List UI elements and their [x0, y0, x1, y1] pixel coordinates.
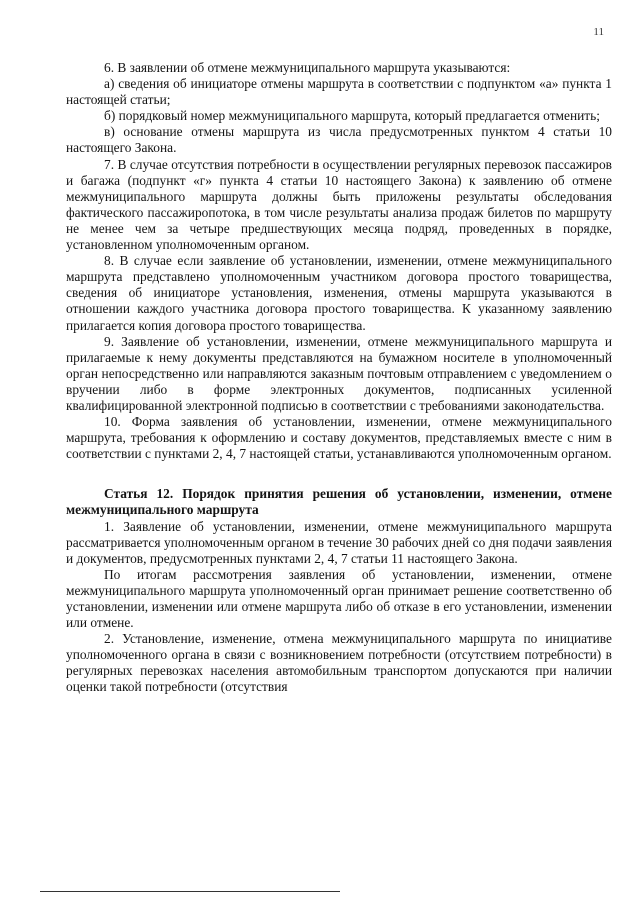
paragraph-9: 9. Заявление об установлении, изменении, отмене межмуниципального маршрута и прилагаемые к нему документы представляются на бумажном носителе в уполномоченный орган непосредственно или направляются заказным почтовым отправлением с уведомлением о вручении либо в форме электронных документов, подписанных усиленной квалифицированной электронной подписью в соответствии с требованиями законодательства. — [66, 333, 612, 413]
paragraph-6a: а) сведения об инициаторе отмены маршрута в соответствии с подпунктом «а» пункта 1 настоящей статьи; — [66, 76, 612, 108]
article-12-heading: Статья 12. Порядок принятия решения об установлении, изменении, отмене межмуниципального маршрута — [66, 486, 612, 518]
document-body — [66, 60, 612, 696]
paragraph-6: 6. В заявлении об отмене межмуниципального маршрута указываются: — [104, 60, 511, 75]
paragraph-10: 10. Форма заявления об установлении, изменении, отмене межмуниципального маршрута, требования к оформлению и составу документов, представляемых вместе с ним в соответствии с пунктами 2, 4, 7 настоящей статьи, устанавливаются уполномоченным органом. — [66, 414, 612, 462]
footer-rule — [40, 891, 340, 892]
paragraph-7: 7. В случае отсутствия потребности в осуществлении регулярных перевозок пассажиров и багажа (подпункт «г» пункта 4 статьи 10 настоящего Закона) к заявлению об отмене межмуниципального маршрута должны быть приложены результаты обследования фактического пассажиропотока, в том числе результаты анализа продаж билетов по маршруту не менее чем за четыре предшествующих месяца подряд, проведенных в порядке, установленном уполномоченным органом. — [66, 156, 612, 253]
article-12-paragraph-1: 1. Заявление об установлении, изменении, отмене межмуниципального маршрута рассматривается уполномоченным органом в течение 30 рабочих дней со дня подачи заявления и документов, предусмотренных пунктами 2, 4, 7 статьи 11 настоящего Закона. — [66, 518, 612, 566]
article-12-paragraph-2: 2. Установление, изменение, отмена межмуниципального маршрута по инициативе уполномоченного органа в связи с возникновением потребности (отсутствием потребности) в регулярных перевозках населения автомобильным транспортом допускаются при наличии оценки такой потребности (отсутствия — [66, 631, 612, 695]
paragraph-8: 8. В случае если заявление об установлении, изменении, отмене межмуниципального маршрута представлено уполномоченным участником договора простого товарищества, сведения об инициаторе установления, изменения, отмены маршрута указываются в отношении каждого участника договора простого товарищества. К указанному заявлению прилагается копия договора простого товарищества. — [66, 253, 612, 333]
paragraph-6b: б) порядковый номер межмуниципального маршрута, который предлагается отменить; — [104, 108, 600, 124]
page-number: 11 — [593, 26, 604, 38]
article-12-paragraph-1-cont: По итогам рассмотрения заявления об установлении, изменении, отмене межмуниципального маршрута уполномоченный орган принимает решение соответственно об установлении, изменении или отмене маршрута либо об отказе в его установлении, изменении или отмене. — [66, 566, 612, 631]
paragraph-6v: в) основание отмены маршрута из числа предусмотренных пунктом 4 статьи 10 настоящего Закона. — [66, 124, 612, 156]
